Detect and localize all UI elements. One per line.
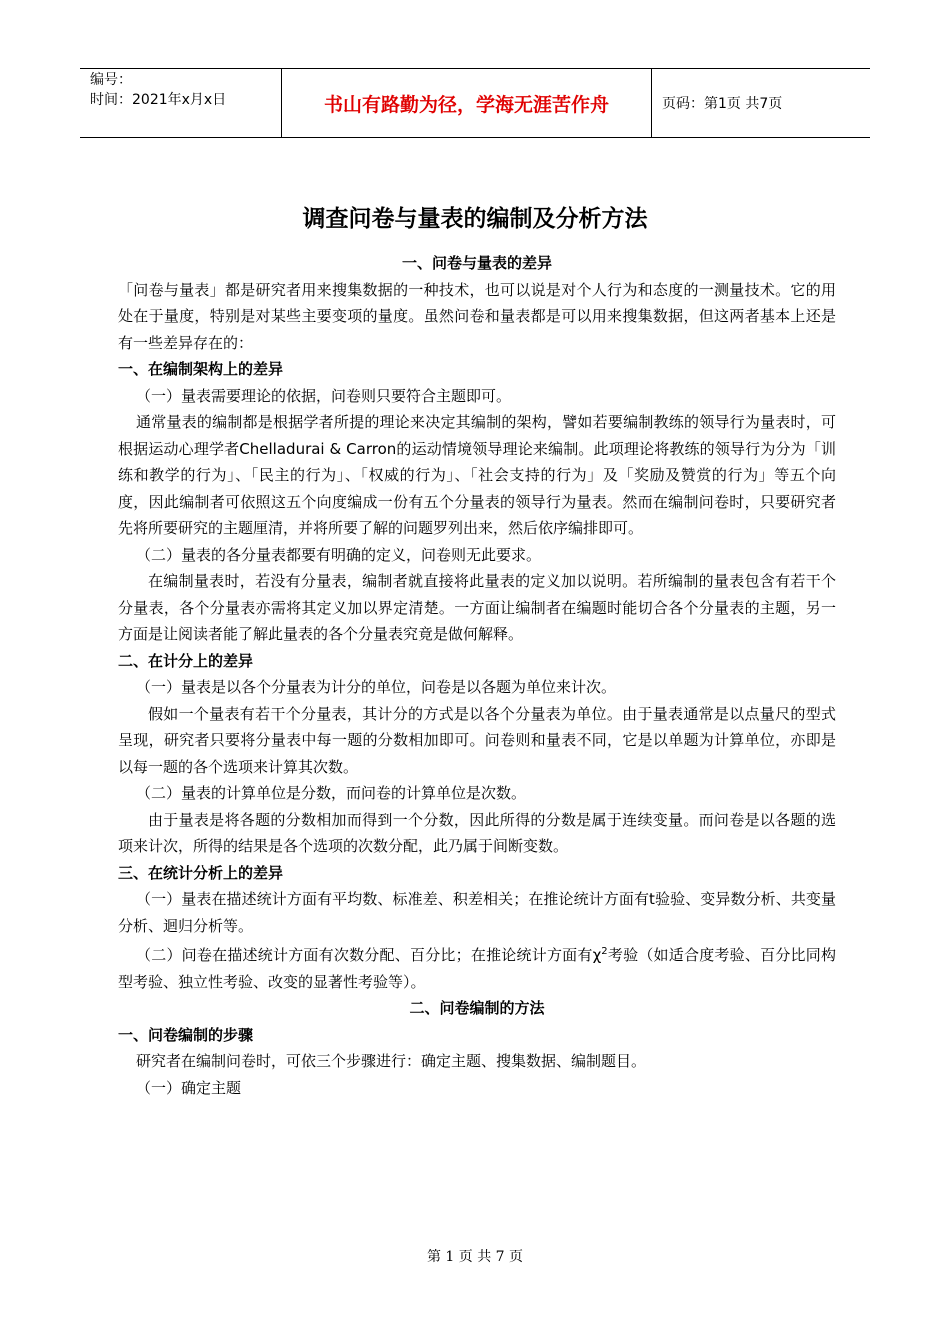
paragraph: 假如一个量表有若干个分量表，其计分的方式是以各个分量表为单位。由于量表通常是以点量尺的型式呈现，研究者只要将分量表中每一题的分数相加即可。问卷则和量表不同，它是以单题为计算单位，亦即是以每一题的各个选项来计算其次数。 (118, 704, 836, 776)
paragraph: 「问卷与量表」都是研究者用来搜集数据的一种技术，也可以说是对个人行为和态度的一测量技术。它的用处在于量度，特别是对某些主要变项的量度。虽然问卷和量表都是可以用来搜集数据，但这两者基本上还是有一些差异存在的： (118, 280, 836, 352)
header-page-label: 页码：第1页 共7页 (662, 96, 783, 112)
number-label: 编号： (90, 72, 132, 88)
chi-symbol: χ (592, 946, 602, 964)
document-body (118, 250, 836, 1101)
paragraph: （一）量表是以各个分量表为计分的单位，问卷是以各题为单位来计次。 (136, 678, 617, 696)
date-label: 时间：2021年x月x日 (90, 92, 227, 108)
subsection-heading: 三、在统计分析上的差异 (118, 863, 284, 882)
paragraph: （一）确定主题 (136, 1078, 242, 1097)
paragraph: （二）量表的各分量表都要有明确的定义，问卷则无此要求。 (136, 545, 542, 564)
paragraph: （二）量表的计算单位是分数，而问卷的计算单位是次数。 (136, 784, 527, 802)
paragraph: 研究者在编制问卷时，可依三个步骤进行：确定主题、搜集数据、编制题目。 (136, 1052, 647, 1070)
subsection-heading: 一、在编制架构上的差异 (118, 360, 284, 378)
paragraph: （一）量表需要理论的依据，问卷则只要符合主题即可。 (136, 386, 512, 405)
header-motto: 书山有路勤为径，学海无涯苦作舟 (282, 69, 652, 137)
section-heading: 二、问卷编制的方法 (409, 999, 545, 1017)
paragraph-text: 考验（如适合度考验、百分比同构型考验、独立性考验、改变的显著性考验等）。 (118, 946, 836, 991)
document-title: 调查问卷与量表的编制及分析方法 (302, 206, 648, 232)
paragraph: 由于量表是将各题的分数相加而得到一个分数，因此所得的分数是属于连续变量。而问卷是以各题的选项来计次，所得的结果是各个选项的次数分配，此乃属于间断变数。 (118, 810, 836, 855)
paragraph: （一）量表在描述统计方面有平均数、标准差、积差相关；在推论统计方面有t验验、变异数分析、共变量分析、迴归分析等。 (118, 890, 836, 935)
paragraph: 在编制量表时，若没有分量表，编制者就直接将此量表的定义加以说明。若所编制的量表包含有若干个分量表，各个分量表亦需将其定义加以界定清楚。一方面让编制者在编题时能切合各个分量表的主题，另一方面是让阅读者能了解此量表的各个分量表究竟是做何解释。 (118, 572, 836, 643)
section-heading: 一、问卷与量表的差异 (401, 254, 552, 272)
subsection-heading: 二、在计分上的差异 (118, 651, 254, 670)
paragraph: 通常量表的编制都是根据学者所提的理论来决定其编制的架构，譬如若要编制教练的领导行为量表时，可根据运动心理学者Chelladurai & Carron的运动情境领导理论来编制。此项理论将教练的领导行为分为「训练和教学的行为」、「民主的行为」、「权威的行为」、「社会支持的行为」及「奖励及赞赏的行为」等五个向度，因此编制者可依照这五个向度编成一份有五个分量表的领导行为量表。然而在编制问卷时，只要研究者先将所要研究的主题厘清，并将所要了解的问题罗列出来，然后依序编排即可。 (118, 413, 836, 537)
subsection-heading: 一、问卷编制的步骤 (118, 1025, 254, 1044)
paragraph (118, 939, 836, 995)
paragraph-text: （二）问卷在描述统计方面有次数分配、百分比；在推论统计方面有 (136, 946, 593, 964)
page-footer: 第 1 页 共 7 页 (426, 1249, 524, 1265)
header-meta (80, 69, 282, 137)
superscript: 2 (601, 946, 608, 957)
document-header (80, 68, 870, 138)
